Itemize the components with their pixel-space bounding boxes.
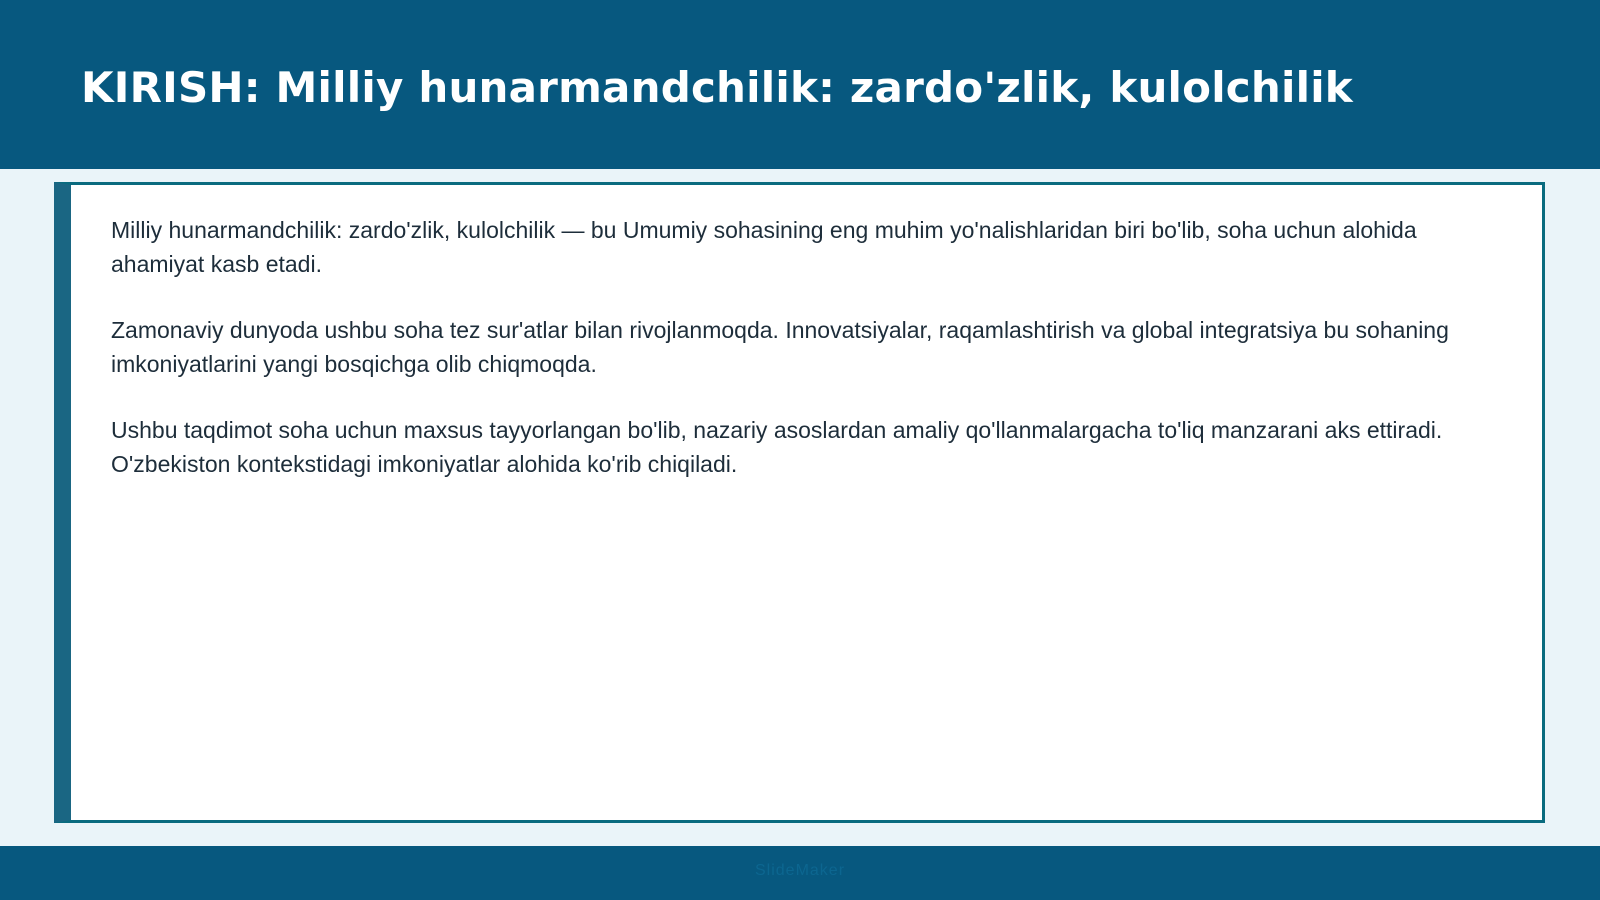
footer-text: SlideMaker [754,862,846,879]
slide-header [0,0,1600,169]
slide-footer [0,846,1600,900]
slide-body [111,213,1496,513]
slide-title: KIRISH: Milliy hunarmandchilik: zardo'zlik, kulolchilik [81,63,1353,112]
paragraph-intro: Milliy hunarmandchilik: zardo'zlik, kulolchilik — bu Umumiy sohasining eng muhim yo'nalishlaridan biri bo'lib, soha uchun alohida ahamiyat kasb etadi. [111,217,1417,277]
paragraph-presentation-purpose: Ushbu taqdimot soha uchun maxsus tayyorlangan bo'lib, nazariy asoslardan amaliy qo'llanmalargacha to'liq manzarani aks ettiradi. O'zbekiston kontekstidagi imkoniyatlar alohida ko'rib chiqiladi. [111,417,1443,477]
paragraph-modern-world: Zamonaviy dunyoda ushbu soha tez sur'atlar bilan rivojlanmoqda. Innovatsiyalar, raqamlashtirish va global integratsiya bu sohaning imkoniyatlarini yangi bosqichga olib chiqmoqda. [111,317,1449,377]
